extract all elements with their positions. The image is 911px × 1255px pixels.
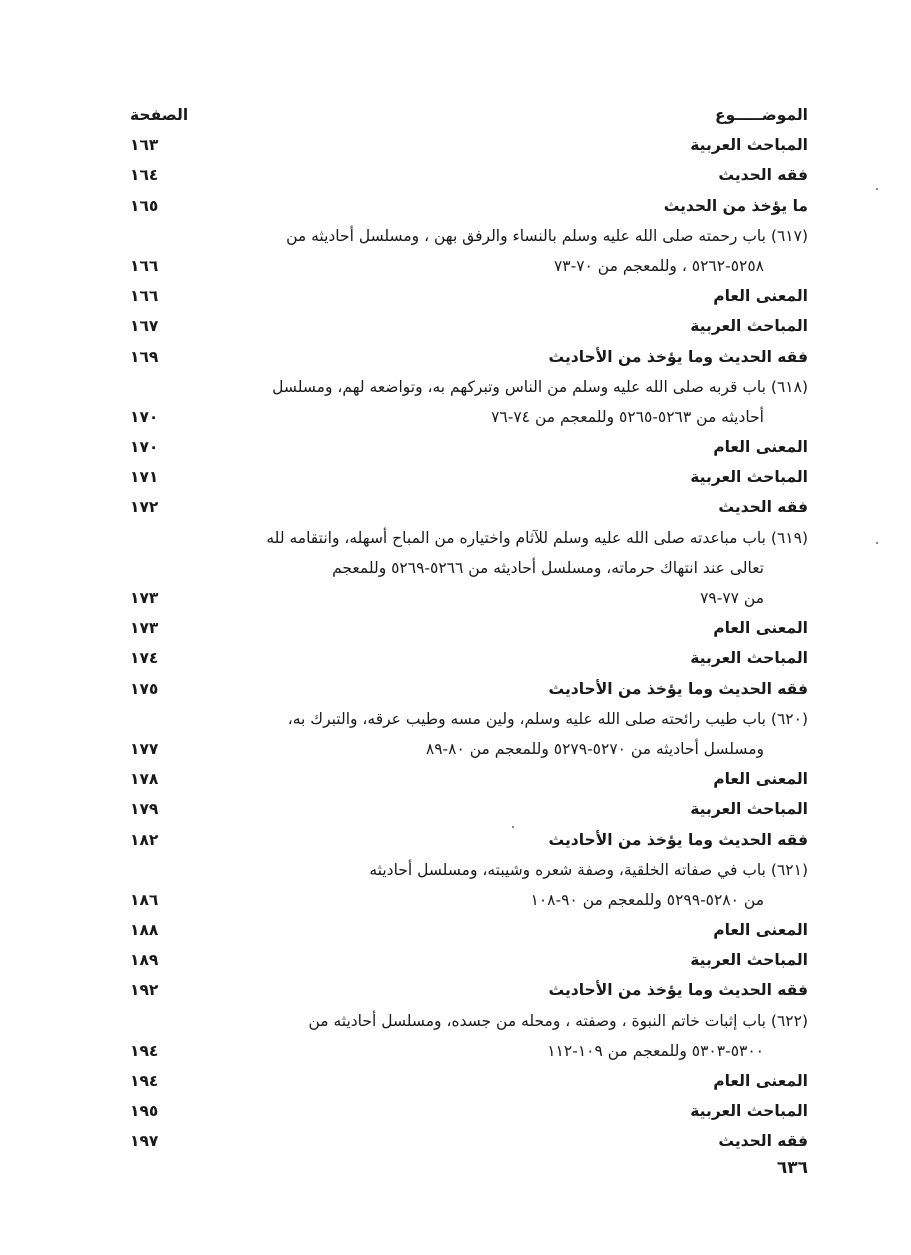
toc-entry: [130, 643, 808, 673]
toc-entry-page: ١٨٦: [130, 890, 159, 909]
page-number: ٦٣٦: [776, 1158, 808, 1178]
toc-entry: [130, 704, 808, 734]
table-of-contents: [130, 100, 808, 1157]
toc-entry-page: ١٦٩: [130, 347, 159, 366]
toc-entry-title: (٦٢٢) باب إثبات خاتم النبوة ، وصفته ، ومحله من جسده، ومسلسل أحاديثه من: [308, 1011, 808, 1030]
toc-entry-title: ما يؤخذ من الحديث: [663, 196, 808, 215]
toc-entry-title: ٥٣٠٠-٥٣٠٣ وللمعجم من ١٠٩-١١٢: [547, 1041, 764, 1060]
toc-entry-page: ١٦٦: [130, 287, 159, 306]
toc-entries: [130, 130, 808, 1156]
toc-entry-title: فقه الحديث: [718, 498, 808, 517]
toc-entry: [130, 160, 808, 190]
toc-entry-title: المباحث العربية: [690, 468, 808, 487]
toc-entry-title: تعالى عند انتهاك حرماته، ومسلسل أحاديثه من ٥٢٦٦-٥٢٦٩ وللمعجم: [332, 558, 764, 577]
toc-entry-title: أحاديثه من ٥٢٦٣-٥٢٦٥ وللمعجم من ٧٤-٧٦: [491, 407, 764, 426]
toc-entry-title: من ٧٧-٧٩: [700, 589, 764, 607]
toc-entry-title: (٦٢١) باب في صفاته الخلقية، وصفة شعره وشيبته، ومسلسل أحاديثه: [369, 860, 808, 879]
toc-header: [130, 100, 808, 130]
toc-entry: [130, 553, 808, 583]
toc-entry-page: ١٦٦: [130, 256, 159, 275]
toc-entry-page: ١٧٧: [130, 739, 159, 758]
toc-entry-page: ١٧٥: [130, 679, 159, 698]
toc-entry: [130, 251, 808, 281]
toc-entry-page: ١٧٠: [130, 407, 159, 426]
toc-entry-title: (٦١٧) باب رحمته صلى الله عليه وسلم بالنساء والرفق بهن ، ومسلسل أحاديثه من: [286, 226, 808, 245]
toc-entry-title: المعنى العام: [713, 619, 808, 638]
toc-entry: [130, 945, 808, 975]
toc-entry-page: ١٧١: [130, 468, 159, 487]
toc-entry-title: فقه الحديث وما يؤخذ من الأحاديث: [548, 830, 808, 849]
toc-entry-title: المباحث العربية: [690, 1102, 808, 1121]
toc-entry-page: ١٨٨: [130, 921, 159, 940]
toc-entry: [130, 311, 808, 341]
toc-entry-page: ١٩٤: [130, 1041, 159, 1060]
toc-entry-page: ١٨٩: [130, 951, 159, 970]
toc-entry-title: المباحث العربية: [690, 317, 808, 336]
toc-entry-page: ١٩٧: [130, 1132, 159, 1151]
toc-entry: [130, 825, 808, 855]
page-column-header: الصفحة: [130, 106, 189, 124]
toc-entry-page: ١٧٣: [130, 619, 159, 638]
toc-entry-page: ١٧٩: [130, 800, 159, 819]
toc-entry: [130, 885, 808, 915]
toc-entry-title: (٦١٨) باب قربه صلى الله عليه وسلم من الناس وتبركهم به، وتواضعه لهم، ومسلسل: [272, 377, 808, 396]
toc-entry-page: ١٩٢: [130, 981, 159, 1000]
toc-entry: [130, 975, 808, 1005]
toc-entry-title: المباحث العربية: [690, 649, 808, 668]
toc-entry-page: ١٦٥: [130, 196, 159, 215]
toc-entry: [130, 855, 808, 885]
toc-entry: [130, 764, 808, 794]
toc-entry: [130, 613, 808, 643]
toc-entry: [130, 583, 808, 613]
scan-speck: [876, 188, 878, 190]
toc-entry-title: ومسلسل أحاديثه من ٥٢٧٠-٥٢٧٩ وللمعجم من ٨٠-٨٩: [425, 739, 764, 758]
toc-entry: [130, 1036, 808, 1066]
toc-entry-page: ١٦٧: [130, 317, 159, 336]
scan-speck: [512, 826, 514, 828]
toc-entry-page: ١٧٢: [130, 498, 159, 517]
toc-entry-title: المباحث العربية: [690, 136, 808, 155]
toc-entry-title: (٦١٩) باب مباعدته صلى الله عليه وسلم للآثام واختياره من المباح أسهله، وانتقامه لله: [266, 528, 808, 547]
toc-entry-title: فقه الحديث وما يؤخذ من الأحاديث: [548, 981, 808, 1000]
toc-entry-title: المباحث العربية: [690, 951, 808, 970]
toc-entry: [130, 1126, 808, 1156]
toc-entry-title: فقه الحديث وما يؤخذ من الأحاديث: [548, 679, 808, 698]
toc-entry-page: ١٩٤: [130, 1072, 159, 1090]
toc-entry-title: ٥٢٥٨-٥٢٦٢ ، وللمعجم من ٧٠-٧٣: [553, 256, 764, 275]
toc-entry: [130, 191, 808, 221]
toc-entry-page: ١٧٠: [130, 438, 159, 457]
toc-entry-title: فقه الحديث: [718, 1132, 808, 1151]
toc-entry: [130, 1066, 808, 1096]
toc-entry-title: فقه الحديث وما يؤخذ من الأحاديث: [548, 347, 808, 366]
toc-entry: [130, 794, 808, 824]
toc-entry: [130, 674, 808, 704]
toc-entry-title: المعنى العام: [713, 287, 808, 306]
toc-entry: [130, 1006, 808, 1036]
toc-entry: [130, 492, 808, 522]
toc-entry-title: المعنى العام: [713, 921, 808, 940]
toc-entry-page: ١٧٣: [130, 589, 159, 607]
toc-entry: [130, 734, 808, 764]
toc-entry-title: من ٥٢٨٠-٥٢٩٩ وللمعجم من ٩٠-١٠٨: [530, 890, 764, 909]
toc-entry: [130, 462, 808, 492]
toc-entry-title: المعنى العام: [713, 770, 808, 789]
toc-entry: [130, 372, 808, 402]
toc-entry-title: المعنى العام: [713, 1072, 808, 1090]
toc-entry: [130, 523, 808, 553]
toc-entry-page: ١٨٢: [130, 830, 159, 849]
toc-entry-page: ١٩٥: [130, 1102, 159, 1121]
toc-entry: [130, 1096, 808, 1126]
toc-entry: [130, 130, 808, 160]
toc-entry: [130, 221, 808, 251]
toc-entry-title: (٦٢٠) باب طيب رائحته صلى الله عليه وسلم، ولين مسه وطيب عرقه، والتبرك به،: [287, 709, 808, 728]
scan-speck: [876, 542, 878, 544]
toc-entry: [130, 402, 808, 432]
toc-entry-page: ١٧٨: [130, 770, 159, 789]
toc-entry: [130, 342, 808, 372]
topic-column-header: الموضـــــوع: [714, 106, 808, 124]
toc-entry: [130, 281, 808, 311]
toc-entry-title: المباحث العربية: [690, 800, 808, 819]
toc-entry: [130, 432, 808, 462]
toc-entry-page: ١٦٤: [130, 166, 159, 185]
toc-entry-page: ١٦٣: [130, 136, 159, 155]
toc-entry: [130, 915, 808, 945]
toc-entry-title: فقه الحديث: [718, 166, 808, 185]
toc-entry-title: المعنى العام: [713, 438, 808, 457]
toc-entry-page: ١٧٤: [130, 649, 159, 668]
